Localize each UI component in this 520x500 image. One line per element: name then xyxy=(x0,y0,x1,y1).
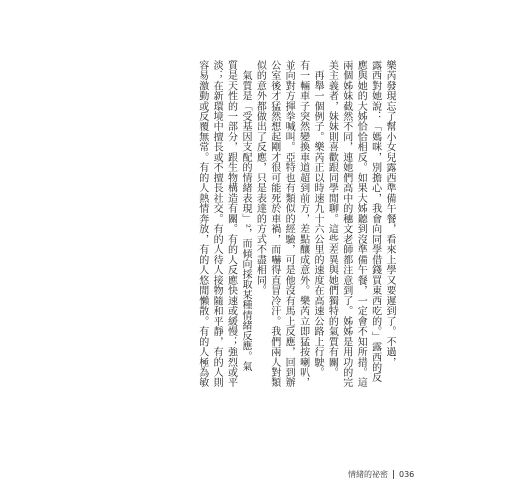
page-number: 036 xyxy=(399,469,415,479)
text-column: 樂芮發現忘了幫小女兒露西準備午餐，看來上學又要遲到了。不過， xyxy=(384,60,395,368)
text-column: 再舉一個例子。樂芮正以時速九十六公里的速度在高速公路上行駛。 xyxy=(311,60,323,378)
text-column: 應與她的大姊恰恰相反。如果大姊聽到沒準備午餐，一定會不知所措。這 xyxy=(355,60,367,388)
text-column: 並向對方揮拳喊叫。亞特也有類似的經驗，可是他沒有馬上反應，回到辦 xyxy=(283,60,295,388)
text-column: 似的意外都做出了反應，只是表達的方式不盡相同。 xyxy=(254,60,266,296)
running-title: 情緒的祕密 xyxy=(348,469,388,479)
page-footer xyxy=(348,468,414,480)
text-column: 質是天性的一部分，跟生物構造有關。有的人反應快速或緩慢；強烈或平 xyxy=(225,60,237,388)
text-column: 公室後才猛然想起剛才很可能死於車禍，而嚇得直冒冷汗。我們兩人對類 xyxy=(268,60,280,388)
text-column: 淡；在新環境中擅長或不擅長社交。有的人待人接物隨和平靜，有的人則 xyxy=(211,60,223,388)
text-column: 兩個姊妹截然不同，連她們高中的穗文老師都注意到了。姊姊是用功的完 xyxy=(340,60,352,388)
text-column: 有一輛車子突然變換車道超到前方，差點釀成意外。樂芮立即猛按喇叭， xyxy=(297,60,309,388)
footer-divider xyxy=(393,470,394,479)
text-column: 容易激動或反覆無常。有的人熱情奔放，有的人悠閒懶散。有的人極為敏 xyxy=(196,60,208,388)
text-column: 美主義者，妹妹則喜歡跟同學閒聊。這些差異與她們獨特的氣質有關。 xyxy=(326,60,338,378)
text-column: 露西對她說：「媽咪，別擔心，我會向同學借錢買東西吃的。」露西的反 xyxy=(369,60,381,383)
body-text xyxy=(144,60,396,454)
text-column: 氣質是「受基因支配的情緒表現」²，而傾向採取某種情緒反應。氣 xyxy=(239,60,251,372)
